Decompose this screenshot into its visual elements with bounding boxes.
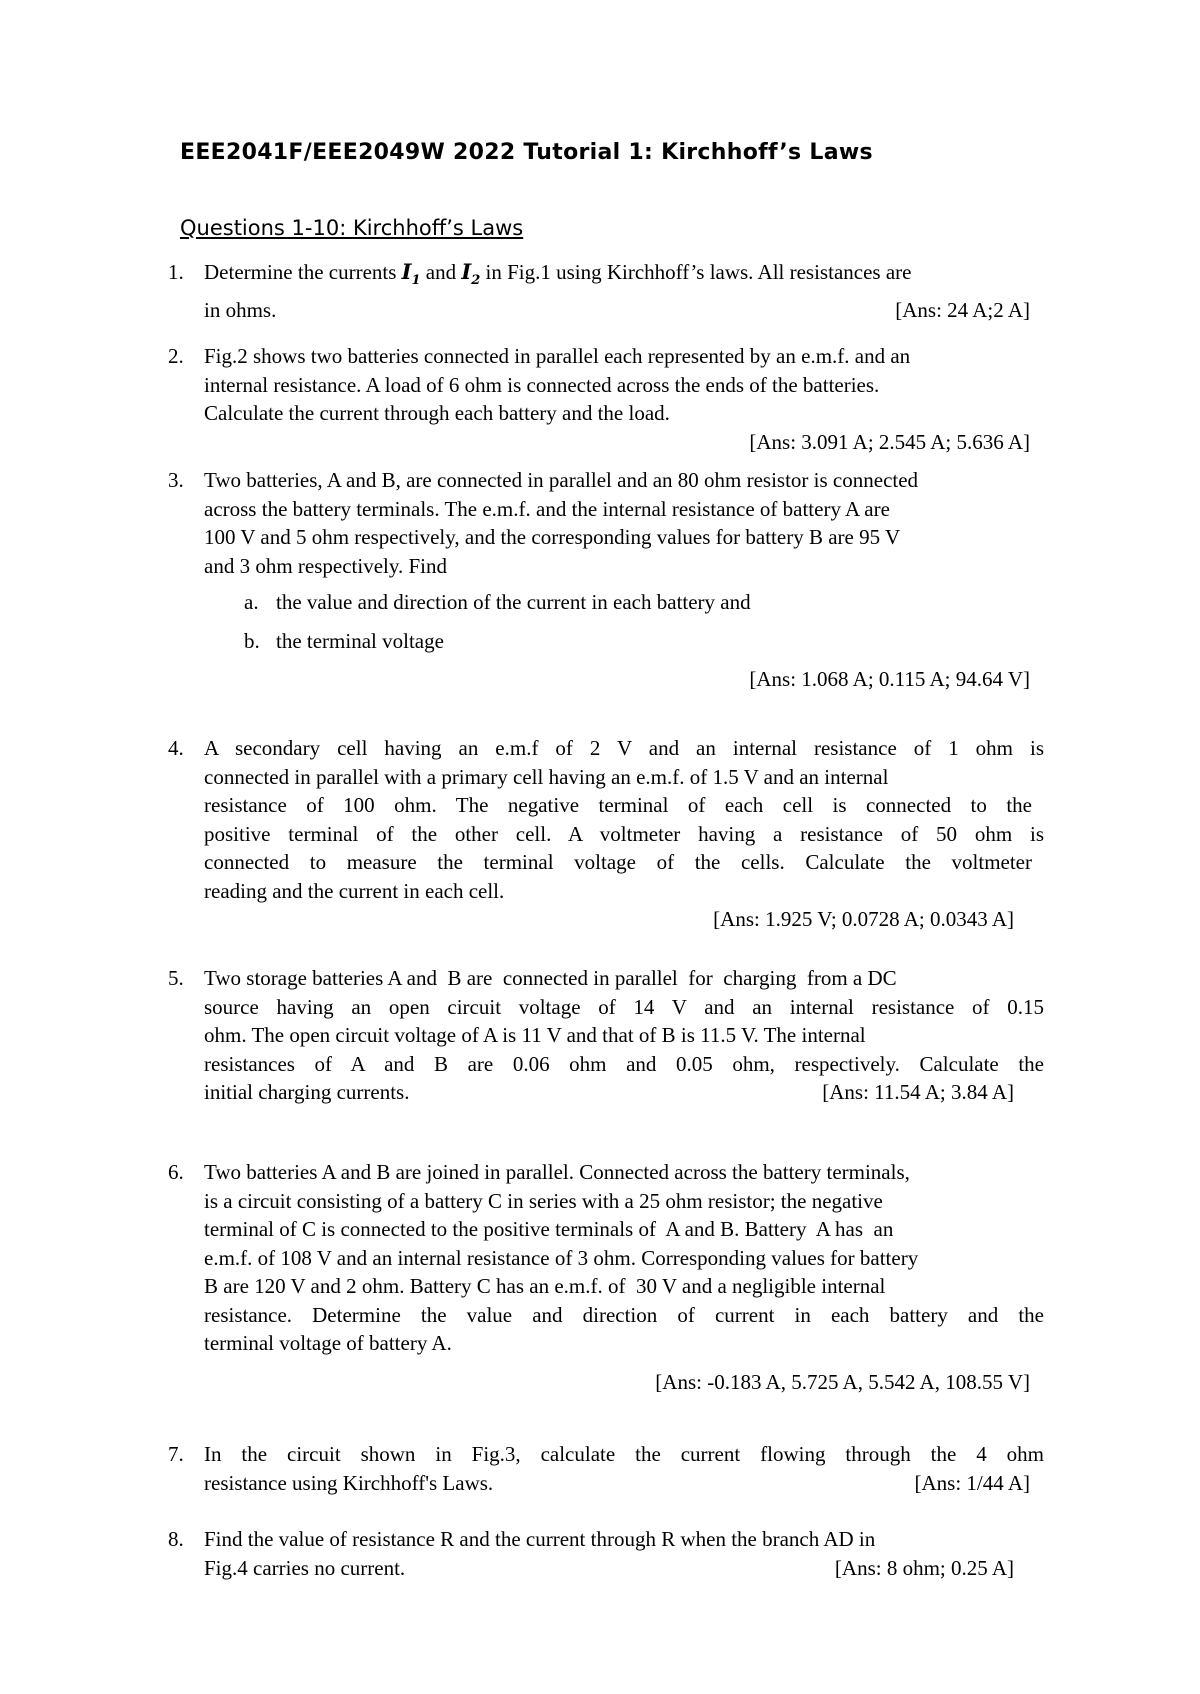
question-text-line: terminal voltage of battery A. (204, 1331, 452, 1355)
question-2 (168, 342, 1044, 456)
question-text-line: Calculate the current through each battery and the load. (204, 401, 670, 425)
question-number: 2. (168, 344, 184, 368)
question-text-line: resistance using Kirchhoff's Laws. [Ans: 1/44 A] (204, 1469, 1044, 1498)
subitem-a (204, 588, 1044, 617)
question-text-line: source having an open circuit voltage of 14 V and an internal resistance of 0.15 (204, 994, 1044, 1019)
question-1 (168, 258, 1044, 324)
question-text-line: Find the value of resistance R and the current through R when the branch AD in (204, 1527, 876, 1551)
question-text-line: is a circuit consisting of a battery C in series with a 25 ohm resistor; the negative (204, 1188, 883, 1213)
question-6 (168, 1158, 1044, 1396)
answer: [Ans: -0.183 A, 5.725 A, 5.542 A, 108.55 V] (655, 1369, 1030, 1394)
page-title: EEE2041F/EEE2049W 2022 Tutorial 1: Kirchhoff’s Laws (180, 140, 873, 165)
question-number: 1. (168, 260, 184, 284)
question-number: 6. (168, 1160, 184, 1184)
question-number: 8. (168, 1527, 184, 1551)
question-text-line: In the circuit shown in Fig.3, calculate the current flowing through the 4 ohm (204, 1442, 1044, 1466)
question-text-line: reading and the current in each cell. (204, 878, 505, 903)
question-text-line: resistance. Determine the value and direction of current in each battery and the (204, 1302, 1044, 1327)
question-text-line: connected in parallel with a primary cell having an e.m.f. of 1.5 V and an internal (204, 764, 889, 789)
question-text-line: and 3 ohm respectively. Find (204, 553, 448, 578)
subitem-text: the terminal voltage (276, 628, 444, 653)
question-text-line: Two batteries, A and B, are connected in parallel and an 80 ohm resistor is connected (204, 468, 919, 492)
question-text-line: ohm. The open circuit voltage of A is 11 V and that of B is 11.5 V. The internal (204, 1023, 866, 1047)
question-text-line: positive terminal of the other cell. A voltmeter having a resistance of 50 ohm is (204, 821, 1044, 846)
answer: [Ans: 1.925 V; 0.0728 A; 0.0343 A] (713, 907, 1014, 931)
answer: [Ans: 1.068 A; 0.115 A; 94.64 V] (749, 667, 1030, 691)
question-text-line: initial charging currents. [Ans: 11.54 A; 3.84 A] (204, 1078, 1044, 1107)
answer: [Ans: 3.091 A; 2.545 A; 5.636 A] (749, 429, 1030, 454)
question-text-line: Determine the currents $I_1$ and $I_2$ in Fig.1 using Kirchhoff’s laws. All resistances are (204, 259, 912, 289)
subitem-letter: b. (244, 628, 260, 653)
question-3 (168, 466, 1044, 694)
answer: [Ans: 8 ohm; 0.25 A] (834, 1555, 1014, 1580)
question-text-line: resistance of 100 ohm. The negative terminal of each cell is connected to the (204, 793, 1032, 817)
question-number: 3. (168, 468, 184, 492)
section-heading: Questions 1-10: Kirchhoff’s Laws (180, 216, 524, 240)
subitem-b (204, 627, 1044, 656)
answer: [Ans: 11.54 A; 3.84 A] (822, 1080, 1014, 1104)
question-text-line: 100 V and 5 ohm respectively, and the corresponding values for battery B are 95 V (204, 525, 901, 549)
question-text-line: A secondary cell having an e.m.f of 2 V and an internal resistance of 1 ohm is (204, 736, 1044, 760)
subitem-text: the value and direction of the current in each battery and (276, 590, 751, 614)
question-text-line: Fig.4 carries no current. [Ans: 8 ohm; 0.25 A] (204, 1554, 1044, 1583)
question-number: 5. (168, 966, 184, 990)
current-symbol-i1: $I_1$ (401, 259, 421, 289)
question-4 (168, 734, 1044, 934)
question-text-line: e.m.f. of 108 V and an internal resistance of 3 ohm. Corresponding values for battery (204, 1245, 919, 1270)
question-text-line: across the battery terminals. The e.m.f. and the internal resistance of battery A are (204, 496, 890, 521)
question-text-line: connected to measure the terminal voltage of the cells. Calculate the voltmeter (204, 850, 1032, 874)
question-text-line: Fig.2 shows two batteries connected in parallel each represented by an e.m.f. and an (204, 344, 911, 368)
question-text-line: Two storage batteries A and B are connected in parallel for charging from a DC (204, 966, 897, 990)
question-7 (168, 1440, 1044, 1497)
answer: [Ans: 1/44 A] (914, 1470, 1030, 1495)
question-text-line: resistances of A and B are 0.06 ohm and 0.05 ohm, respectively. Calculate the (204, 1051, 1044, 1076)
question-number: 4. (168, 736, 184, 760)
question-text-line: internal resistance. A load of 6 ohm is connected across the ends of the batteries. (204, 372, 880, 397)
subitem-letter: a. (244, 590, 259, 614)
current-symbol-i2: $I_2$ (461, 259, 481, 289)
question-text-line: in ohms. [Ans: 24 A;2 A] (204, 296, 1044, 325)
question-text-line: Two batteries A and B are joined in parallel. Connected across the battery terminals, (204, 1160, 910, 1184)
question-8 (168, 1525, 1044, 1582)
question-text-line: terminal of C is connected to the positive terminals of A and B. Battery A has an (204, 1217, 894, 1241)
question-number: 7. (168, 1442, 184, 1466)
question-5 (168, 964, 1044, 1107)
question-text-line: B are 120 V and 2 ohm. Battery C has an e.m.f. of 30 V and a negligible internal (204, 1274, 886, 1298)
answer: [Ans: 24 A;2 A] (895, 297, 1030, 322)
